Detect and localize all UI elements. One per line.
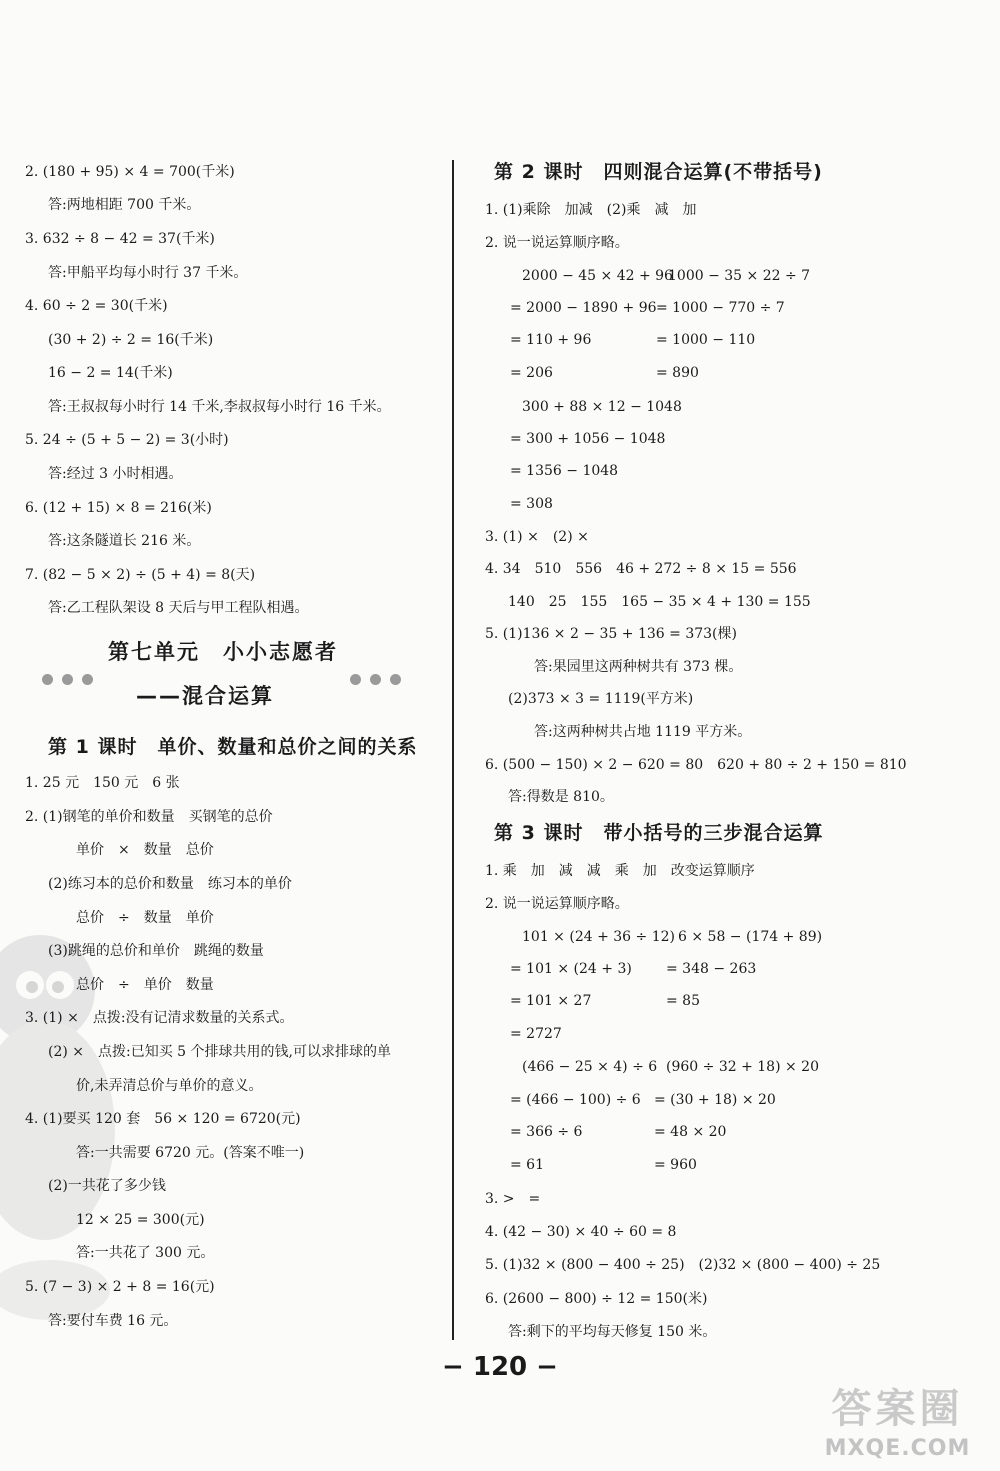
answer-line: = (466 − 100) ÷ 6 [510,1092,641,1108]
answer-line: 2000 − 45 × 42 + 96 [522,268,673,284]
decorative-dots-right [350,670,410,684]
answer-line: = 300 + 1056 − 1048 [510,431,666,447]
answer-line: = 101 × (24 + 3) [510,961,632,977]
answer-line: 12 × 25 = 300(元) [76,1212,205,1228]
answer-line: 300 + 88 × 12 − 1048 [522,399,682,415]
answer-line: = 61 [510,1157,544,1173]
answer-line: 1000 − 35 × 22 ÷ 7 [668,268,811,284]
unit-title: 第七单元 小小志愿者 [108,640,338,664]
answer-line: 答:乙工程队架设 8 天后与甲工程队相遇。 [48,600,309,616]
answer-line: = 110 + 96 [510,332,592,348]
answer-line: 6. (2600 − 800) ÷ 12 = 150(米) [485,1291,708,1307]
answer-line: = 101 × 27 [510,993,592,1009]
answer-line: 总价 ÷ 数量 单价 [76,910,214,926]
lesson-1-title: 第 1 课时 单价、数量和总价之间的关系 [48,736,418,758]
answer-line: (2)一共花了多少钱 [48,1178,166,1194]
answer-line: 140 25 155 165 − 35 × 4 + 130 = 155 [508,594,811,610]
watermark-text: 答案圈 [831,1386,964,1432]
answer-line: (2) × 点拨:已知买 5 个排球共用的钱,可以求排球的单 [48,1044,391,1060]
answer-line: 6 × 58 − (174 + 89) [678,929,823,945]
answer-line: 答:要付车费 16 元。 [48,1313,178,1329]
answer-line: 总价 ÷ 单价 数量 [76,977,214,993]
answer-line: 5. (7 − 3) × 2 + 8 = 16(元) [25,1279,215,1295]
answer-line: 答:剩下的平均每天修复 150 米。 [508,1324,717,1340]
answer-line: 5. 24 ÷ (5 + 5 − 2) = 3(小时) [25,432,229,448]
answer-line: 答:一共花了 300 元。 [76,1245,215,1261]
answer-line: (960 ÷ 32 + 18) × 20 [666,1059,819,1075]
page-number: − 120 − [442,1352,558,1382]
answer-line: 4. (1)要买 120 套 56 × 120 = 6720(元) [25,1111,301,1127]
lesson-3-title: 第 3 课时 带小括号的三步混合运算 [494,822,824,844]
answer-line: 答:经过 3 小时相遇。 [48,466,183,482]
answer-line: 101 × (24 + 36 ÷ 12) [522,929,675,945]
answer-line: 答:王叔叔每小时行 14 千米,李叔叔每小时行 16 千米。 [48,399,391,415]
column-divider [452,160,454,1340]
answer-line: 1. (1)乘除 加减 (2)乘 减 加 [485,202,697,218]
answer-line: = 2727 [510,1026,562,1042]
answer-line: 价,未弄清总价与单价的意义。 [76,1078,263,1094]
answer-line: = (30 + 18) × 20 [654,1092,776,1108]
watermark-url: MXQE.COM [824,1436,971,1461]
answer-line: = 1000 − 770 ÷ 7 [656,300,785,316]
answer-line: = 308 [510,496,553,512]
answer-line: = 85 [666,993,700,1009]
answer-line: 3. (1) × 点拨:没有记清求数量的关系式。 [25,1010,294,1026]
answer-line: 5. (1)32 × (800 − 400 ÷ 25) (2)32 × (800 − 400) ÷ 25 [485,1257,881,1273]
answer-line: = 206 [510,365,553,381]
answer-line: = 2000 − 1890 + 96 [510,300,657,316]
answer-line: = 366 ÷ 6 [510,1124,583,1140]
answer-line: = 960 [654,1157,697,1173]
site-watermark [800,1385,995,1467]
answer-line: = 1000 − 110 [656,332,756,348]
answer-line: 答:一共需要 6720 元。(答案不唯一) [76,1145,305,1161]
answer-line: = 348 − 263 [666,961,757,977]
answer-line: 2. (1)钢笔的单价和数量 买钢笔的总价 [25,809,273,825]
answer-line: 4. 34 510 556 46 + 272 ÷ 8 × 15 = 556 [485,561,797,577]
answer-line: 6. (500 − 150) × 2 − 620 = 80 620 + 80 ÷ 2 + 150 = 810 [485,757,907,773]
answer-line: (30 + 2) ÷ 2 = 16(千米) [48,332,214,348]
answer-line: = 1356 − 1048 [510,463,619,479]
answer-line: 答:甲船平均每小时行 37 千米。 [48,265,248,281]
answer-line: (2)373 × 3 = 1119(平方米) [508,691,694,707]
answer-line: 答:两地相距 700 千米。 [48,197,201,213]
answer-line: 答:这两种树共占地 1119 平方米。 [534,724,752,740]
answer-line: 16 − 2 = 14(千米) [48,365,173,381]
lesson-2-title: 第 2 课时 四则混合运算(不带括号) [494,161,823,183]
answer-line: 7. (82 − 5 × 2) ÷ (5 + 4) = 8(天) [25,567,256,583]
answer-line: 1. 25 元 150 元 6 张 [25,775,180,791]
answer-line: 2. 说一说运算顺序略。 [485,235,629,251]
answer-line: 2. 说一说运算顺序略。 [485,896,629,912]
answer-line: 1. 乘 加 减 减 乘 加 改变运算顺序 [485,863,755,879]
answer-line: 6. (12 + 15) × 8 = 216(米) [25,500,212,516]
unit-subtitle: ——混合运算 [136,684,274,708]
answer-line: 3. (1) × (2) × [485,529,589,545]
answer-line: (2)练习本的总价和数量 练习本的单价 [48,876,292,892]
answer-line: 答:这条隧道长 216 米。 [48,533,201,549]
answer-line: 单价 × 数量 总价 [76,842,214,858]
answer-line: 4. 60 ÷ 2 = 30(千米) [25,298,168,314]
answer-line: 2. (180 + 95) × 4 = 700(千米) [25,164,235,180]
answer-line: 3. > = [485,1191,541,1207]
answer-line: (3)跳绳的总价和单价 跳绳的数量 [48,943,264,959]
answer-line: 答:得数是 810。 [508,789,614,805]
answer-line: = 890 [656,365,699,381]
answer-line: 5. (1)136 × 2 − 35 + 136 = 373(棵) [485,626,737,642]
answer-line: 3. 632 ÷ 8 − 42 = 37(千米) [25,231,215,247]
answer-line: 4. (42 − 30) × 40 ÷ 60 = 8 [485,1224,677,1240]
answer-line: 答:果园里这两种树共有 373 棵。 [534,659,743,675]
answer-line: = 48 × 20 [654,1124,727,1140]
decorative-dots-left [42,670,102,684]
answer-line: (466 − 25 × 4) ÷ 6 [522,1059,658,1075]
